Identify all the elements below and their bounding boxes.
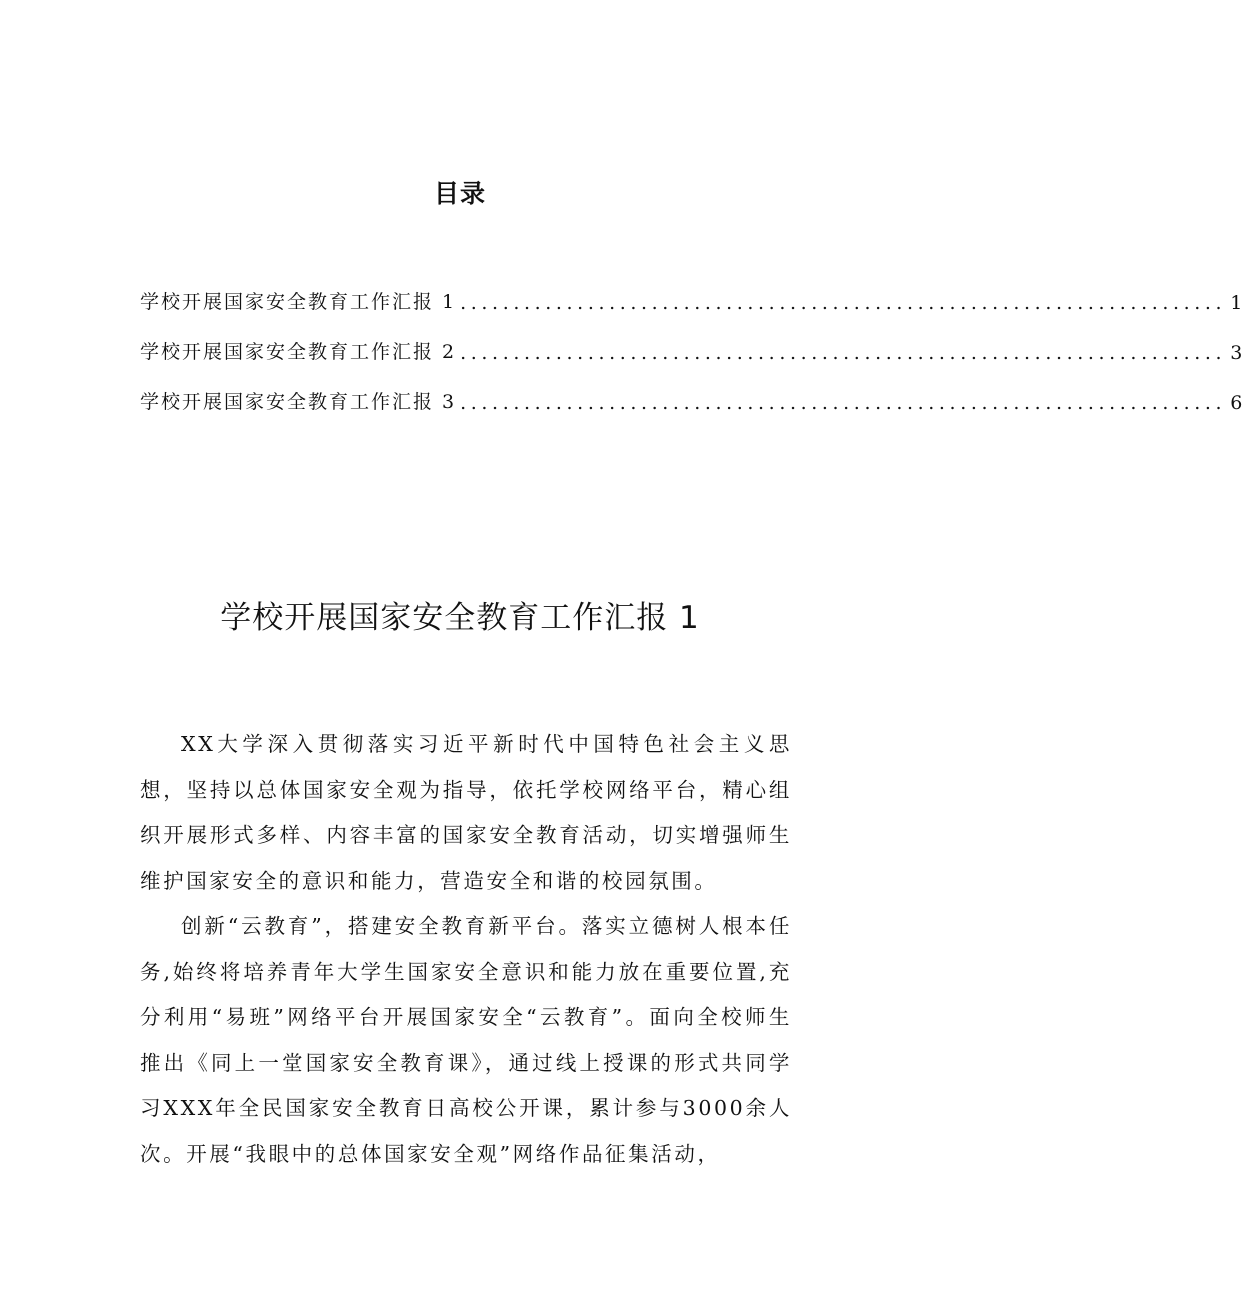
toc-item-text: 学校开展国家安全教育工作汇报 3 bbox=[140, 391, 457, 413]
toc-item-1[interactable] bbox=[140, 286, 1242, 314]
toc-item-3[interactable] bbox=[140, 386, 1242, 414]
toc-item-page: 6 bbox=[1230, 392, 1242, 414]
toc-item-text: 学校开展国家安全教育工作汇报 1 bbox=[140, 291, 457, 313]
toc-title: 目录 bbox=[433, 179, 486, 208]
toc-dot-leader: ........................................................................ bbox=[460, 292, 1227, 314]
toc-dot-leader: ........................................................................ bbox=[460, 342, 1227, 364]
table-of-contents bbox=[140, 286, 1242, 436]
toc-item-text: 学校开展国家安全教育工作汇报 2 bbox=[140, 341, 457, 363]
body-paragraph-1: XX大学深入贯彻落实习近平新时代中国特色社会主义思想，坚持以总体国家安全观为指导，依托学校网络平台，精心组织开展形式多样、内容丰富的国家安全教育活动，切实增强师生维护国家安全的意识和能力，营造安全和谐的校园氛围。 bbox=[140, 732, 792, 893]
toc-item-page: 1 bbox=[1230, 292, 1242, 314]
toc-item-2[interactable] bbox=[140, 336, 1242, 364]
document-body bbox=[140, 722, 792, 1177]
document-title: 学校开展国家安全教育工作汇报 1 bbox=[220, 600, 700, 636]
toc-item-page: 3 bbox=[1230, 342, 1242, 364]
body-paragraph-2: 创新“云教育”，搭建安全教育新平台。落实立德树人根本任务,始终将培养青年大学生国家安全意识和能力放在重要位置,充分利用“易班”网络平台开展国家安全“云教育”。面向全校师生推出《同上一堂国家安全教育课》，通过线上授课的形式共同学习XXX年全民国家安全教育日高校公开课，累计参与3000余人次。开展“我眼中的总体国家安全观”网络作品征集活动， bbox=[140, 914, 792, 1166]
toc-dot-leader: ........................................................................ bbox=[460, 392, 1227, 414]
